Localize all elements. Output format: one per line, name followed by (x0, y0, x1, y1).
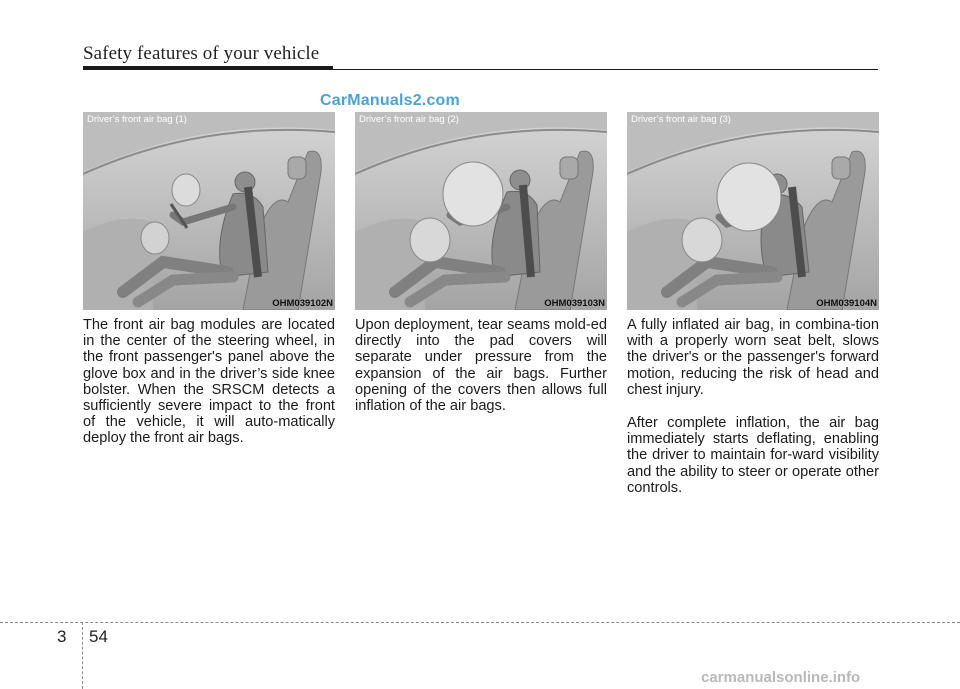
figure-airbag-2 (355, 112, 607, 310)
column-3-text (627, 317, 879, 513)
header-divider (333, 69, 878, 70)
figure-caption: Driver’s front air bag (2) (359, 114, 459, 125)
figure-code: OHM039102N (272, 298, 333, 309)
section-title: Safety features of your vehicle (83, 43, 320, 64)
page-number: 54 (89, 627, 108, 646)
watermark-link[interactable]: CarManuals2.com (320, 92, 460, 109)
figure-airbag-1 (83, 112, 335, 310)
footer-watermark-link[interactable]: carmanualsonline.info (701, 669, 861, 686)
airbag-illustration-1 (83, 112, 335, 310)
chapter-number: 3 (57, 627, 67, 646)
figure-airbag-3 (627, 112, 879, 310)
figure-code: OHM039104N (816, 298, 877, 309)
figure-caption: Driver’s front air bag (3) (631, 114, 731, 125)
paragraph: The front air bag modules are located in the center of the steering wheel, in the front passenger's panel above the glove box and in the driver’s side knee bolster. When the SRSCM detects a sufficiently severe impact to the front of the vehicle, it will auto-matically deploy the front air bags. (83, 317, 335, 447)
paragraph: After complete inflation, the air bag immediately starts deflating, enabling the driver to maintain for-ward visibility and the ability to steer or operate other controls. (627, 415, 879, 496)
figure-code: OHM039103N (544, 298, 605, 309)
airbag-illustration-2 (355, 112, 607, 310)
column-1-text (83, 317, 335, 464)
figure-caption: Driver’s front air bag (1) (87, 114, 187, 125)
footer-rule (0, 622, 960, 623)
footer-separator (82, 622, 83, 689)
paragraph: Upon deployment, tear seams mold-ed directly into the pad covers will separate under pressure from the expansion of the air bags. Further opening of the covers then allows full inflation of the air bags. (355, 317, 607, 415)
header-rule (83, 66, 333, 70)
column-2-text (355, 317, 607, 431)
paragraph: A fully inflated air bag, in combina-tion with a properly worn seat belt, slows the driver's or the passenger's forward motion, reducing the risk of head and chest injury. (627, 317, 879, 398)
airbag-illustration-3 (627, 112, 879, 310)
